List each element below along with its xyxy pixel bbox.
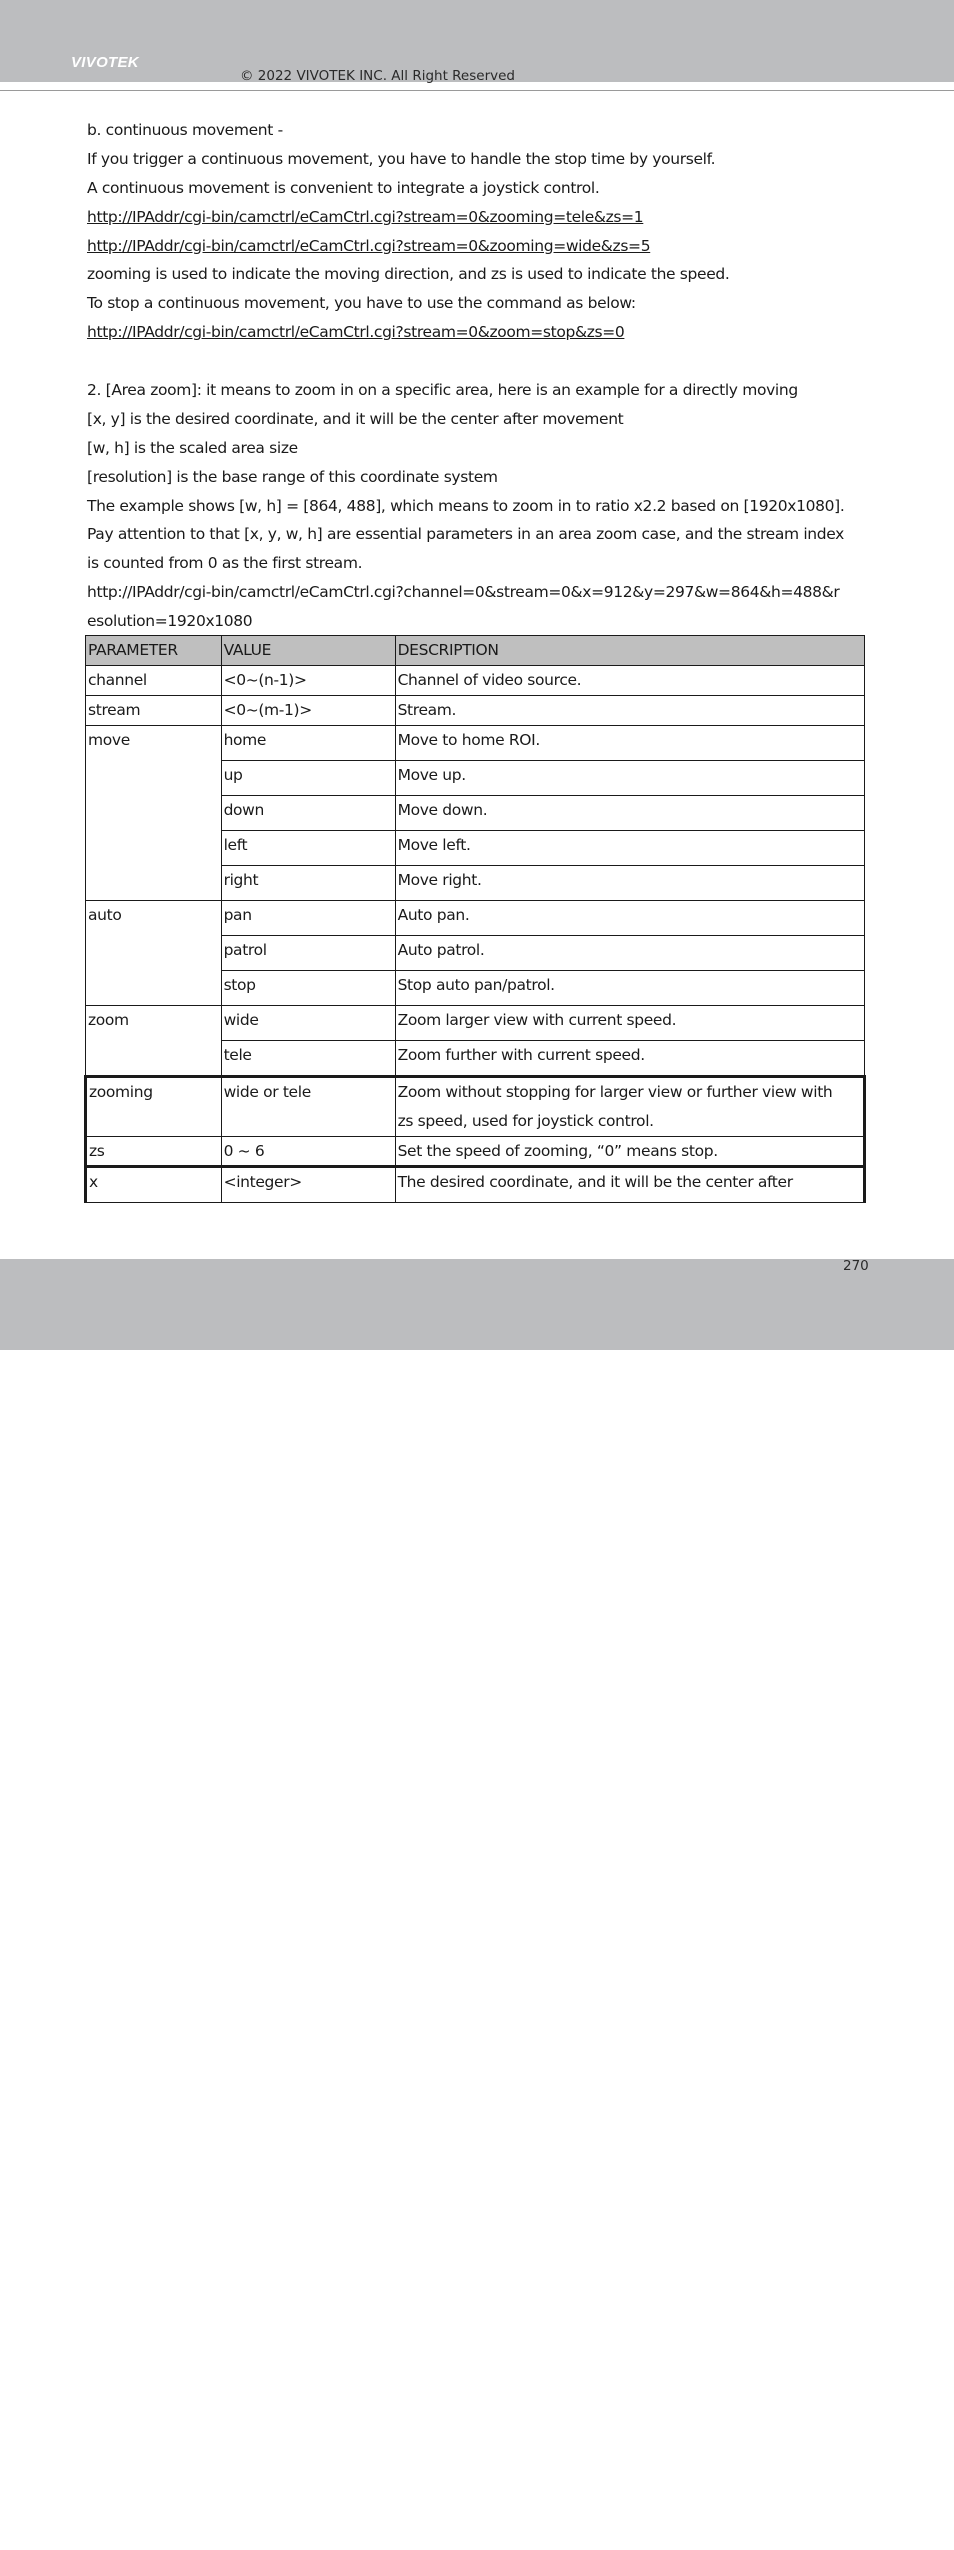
header-description: DESCRIPTION xyxy=(395,636,864,666)
description-cell xyxy=(395,1040,864,1076)
body-text-line: If you trigger a continuous movement, you have to handle the stop time by yourself. xyxy=(87,149,716,168)
description-line: Move right. xyxy=(397,870,482,889)
value-cell: left xyxy=(221,830,395,865)
description-cell xyxy=(395,695,864,725)
manual-label: 400 - User's Manual xyxy=(70,2534,195,2550)
description-cell xyxy=(395,900,864,935)
param-cell: zs xyxy=(86,1136,222,1167)
url-link[interactable]: http://IPAddr/cgi-bin/camctrl/eCamCtrl.cgi?stream=0&zooming=wide&zs=5 xyxy=(87,236,651,255)
brand-logo-text: VIVOTEK xyxy=(71,54,139,71)
copyright-notice: © 2022 VIVOTEK INC. All Right Reserved xyxy=(240,68,515,84)
document-body xyxy=(87,116,877,636)
description-cell xyxy=(395,795,864,830)
table-row xyxy=(86,1136,865,1167)
param-cell: channel xyxy=(86,665,222,695)
header-parameter: PARAMETER xyxy=(86,636,222,666)
value-cell: home xyxy=(221,725,395,760)
table-row xyxy=(86,1167,865,1203)
body-text-line: is counted from 0 as the first stream. xyxy=(87,554,363,573)
param-cell: stream xyxy=(86,695,222,725)
parameter-table xyxy=(84,635,866,1203)
table-row xyxy=(86,725,865,760)
description-line: Move down. xyxy=(397,800,488,819)
body-text-line: To stop a continuous movement, you have to use the command as below: xyxy=(87,294,636,313)
body-text-line: A continuous movement is convenient to integrate a joystick control. xyxy=(87,178,600,197)
value-cell: tele xyxy=(221,1040,395,1076)
value-cell: <integer> xyxy=(221,1167,395,1203)
page-footer xyxy=(0,1259,954,2550)
body-text-line: The example shows [w, h] = [864, 488], which means to zoom in to ratio x2.2 based on [1920x1080]. xyxy=(87,496,845,515)
description-line: zs speed, used for joystick control. xyxy=(397,1111,654,1130)
url-link[interactable]: http://IPAddr/cgi-bin/camctrl/eCamCtrl.cgi?stream=0&zoom=stop&zs=0 xyxy=(87,323,625,342)
table-row xyxy=(86,1076,865,1136)
description-cell xyxy=(395,970,864,1005)
description-line: Zoom without stopping for larger view or further view with xyxy=(397,1082,833,1101)
body-text-line: http://IPAddr/cgi-bin/camctrl/eCamCtrl.cgi?channel=0&stream=0&x=912&y=297&w=864&h=488&r xyxy=(87,583,840,602)
description-cell xyxy=(395,935,864,970)
value-cell: wide or tele xyxy=(221,1076,395,1136)
description-cell xyxy=(395,1167,864,1203)
description-line: Zoom further with current speed. xyxy=(397,1045,645,1064)
table-row xyxy=(86,695,865,725)
body-text-line: esolution=1920x1080 xyxy=(87,612,253,631)
table-header-row xyxy=(86,636,865,666)
page-number: 270 xyxy=(843,1258,869,1274)
param-cell: auto xyxy=(86,900,222,1005)
value-cell: 0 ~ 6 xyxy=(221,1136,395,1167)
header-value: VALUE xyxy=(221,636,395,666)
table-row xyxy=(86,665,865,695)
url-link[interactable]: http://IPAddr/cgi-bin/camctrl/eCamCtrl.cgi?stream=0&zooming=tele&zs=1 xyxy=(87,207,644,226)
description-line: Move left. xyxy=(397,835,471,854)
description-line: Channel of video source. xyxy=(397,670,582,689)
header-divider xyxy=(0,90,954,91)
description-cell xyxy=(395,1136,864,1167)
value-cell: down xyxy=(221,795,395,830)
blank-line xyxy=(87,347,877,376)
param-cell: zoom xyxy=(86,1005,222,1076)
description-line: The desired coordinate, and it will be the center after xyxy=(397,1173,793,1192)
param-cell: x xyxy=(86,1167,222,1203)
body-text-line: 2. [Area zoom]: it means to zoom in on a specific area, here is an example for a directly moving xyxy=(87,381,798,400)
description-line: Auto patrol. xyxy=(397,940,485,959)
description-cell xyxy=(395,1005,864,1040)
body-text-line: zooming is used to indicate the moving direction, and zs is used to indicate the speed. xyxy=(87,265,730,284)
param-cell: zooming xyxy=(86,1076,222,1136)
value-cell: right xyxy=(221,865,395,900)
table-row xyxy=(86,1005,865,1040)
description-line: Move to home ROI. xyxy=(397,730,540,749)
body-text-line: Pay attention to that [x, y, w, h] are essential parameters in an area zoom case, and the stream index xyxy=(87,525,845,544)
body-text-line: [w, h] is the scaled area size xyxy=(87,438,298,457)
value-cell: pan xyxy=(221,900,395,935)
description-cell xyxy=(395,865,864,900)
description-line: Zoom larger view with current speed. xyxy=(397,1010,677,1029)
description-line: Stop auto pan/patrol. xyxy=(397,975,555,994)
value-cell: patrol xyxy=(221,935,395,970)
description-cell xyxy=(395,760,864,795)
description-line: Move up. xyxy=(397,765,466,784)
description-cell xyxy=(395,1076,864,1136)
body-text-line: [resolution] is the base range of this coordinate system xyxy=(87,467,498,486)
table-row xyxy=(86,900,865,935)
value-cell: wide xyxy=(221,1005,395,1040)
description-line: Auto pan. xyxy=(397,905,470,924)
param-cell: move xyxy=(86,725,222,900)
description-cell xyxy=(395,725,864,760)
value-cell: up xyxy=(221,760,395,795)
value-cell: <0~(m-1)> xyxy=(221,695,395,725)
body-text-line: b. continuous movement - xyxy=(87,121,283,139)
description-cell xyxy=(395,665,864,695)
value-cell: <0~(n-1)> xyxy=(221,665,395,695)
description-line: Stream. xyxy=(397,700,457,719)
description-cell xyxy=(395,830,864,865)
value-cell: stop xyxy=(221,970,395,1005)
description-line: Set the speed of zooming, “0” means stop. xyxy=(397,1141,718,1160)
body-text-line: [x, y] is the desired coordinate, and it will be the center after movement xyxy=(87,409,624,428)
